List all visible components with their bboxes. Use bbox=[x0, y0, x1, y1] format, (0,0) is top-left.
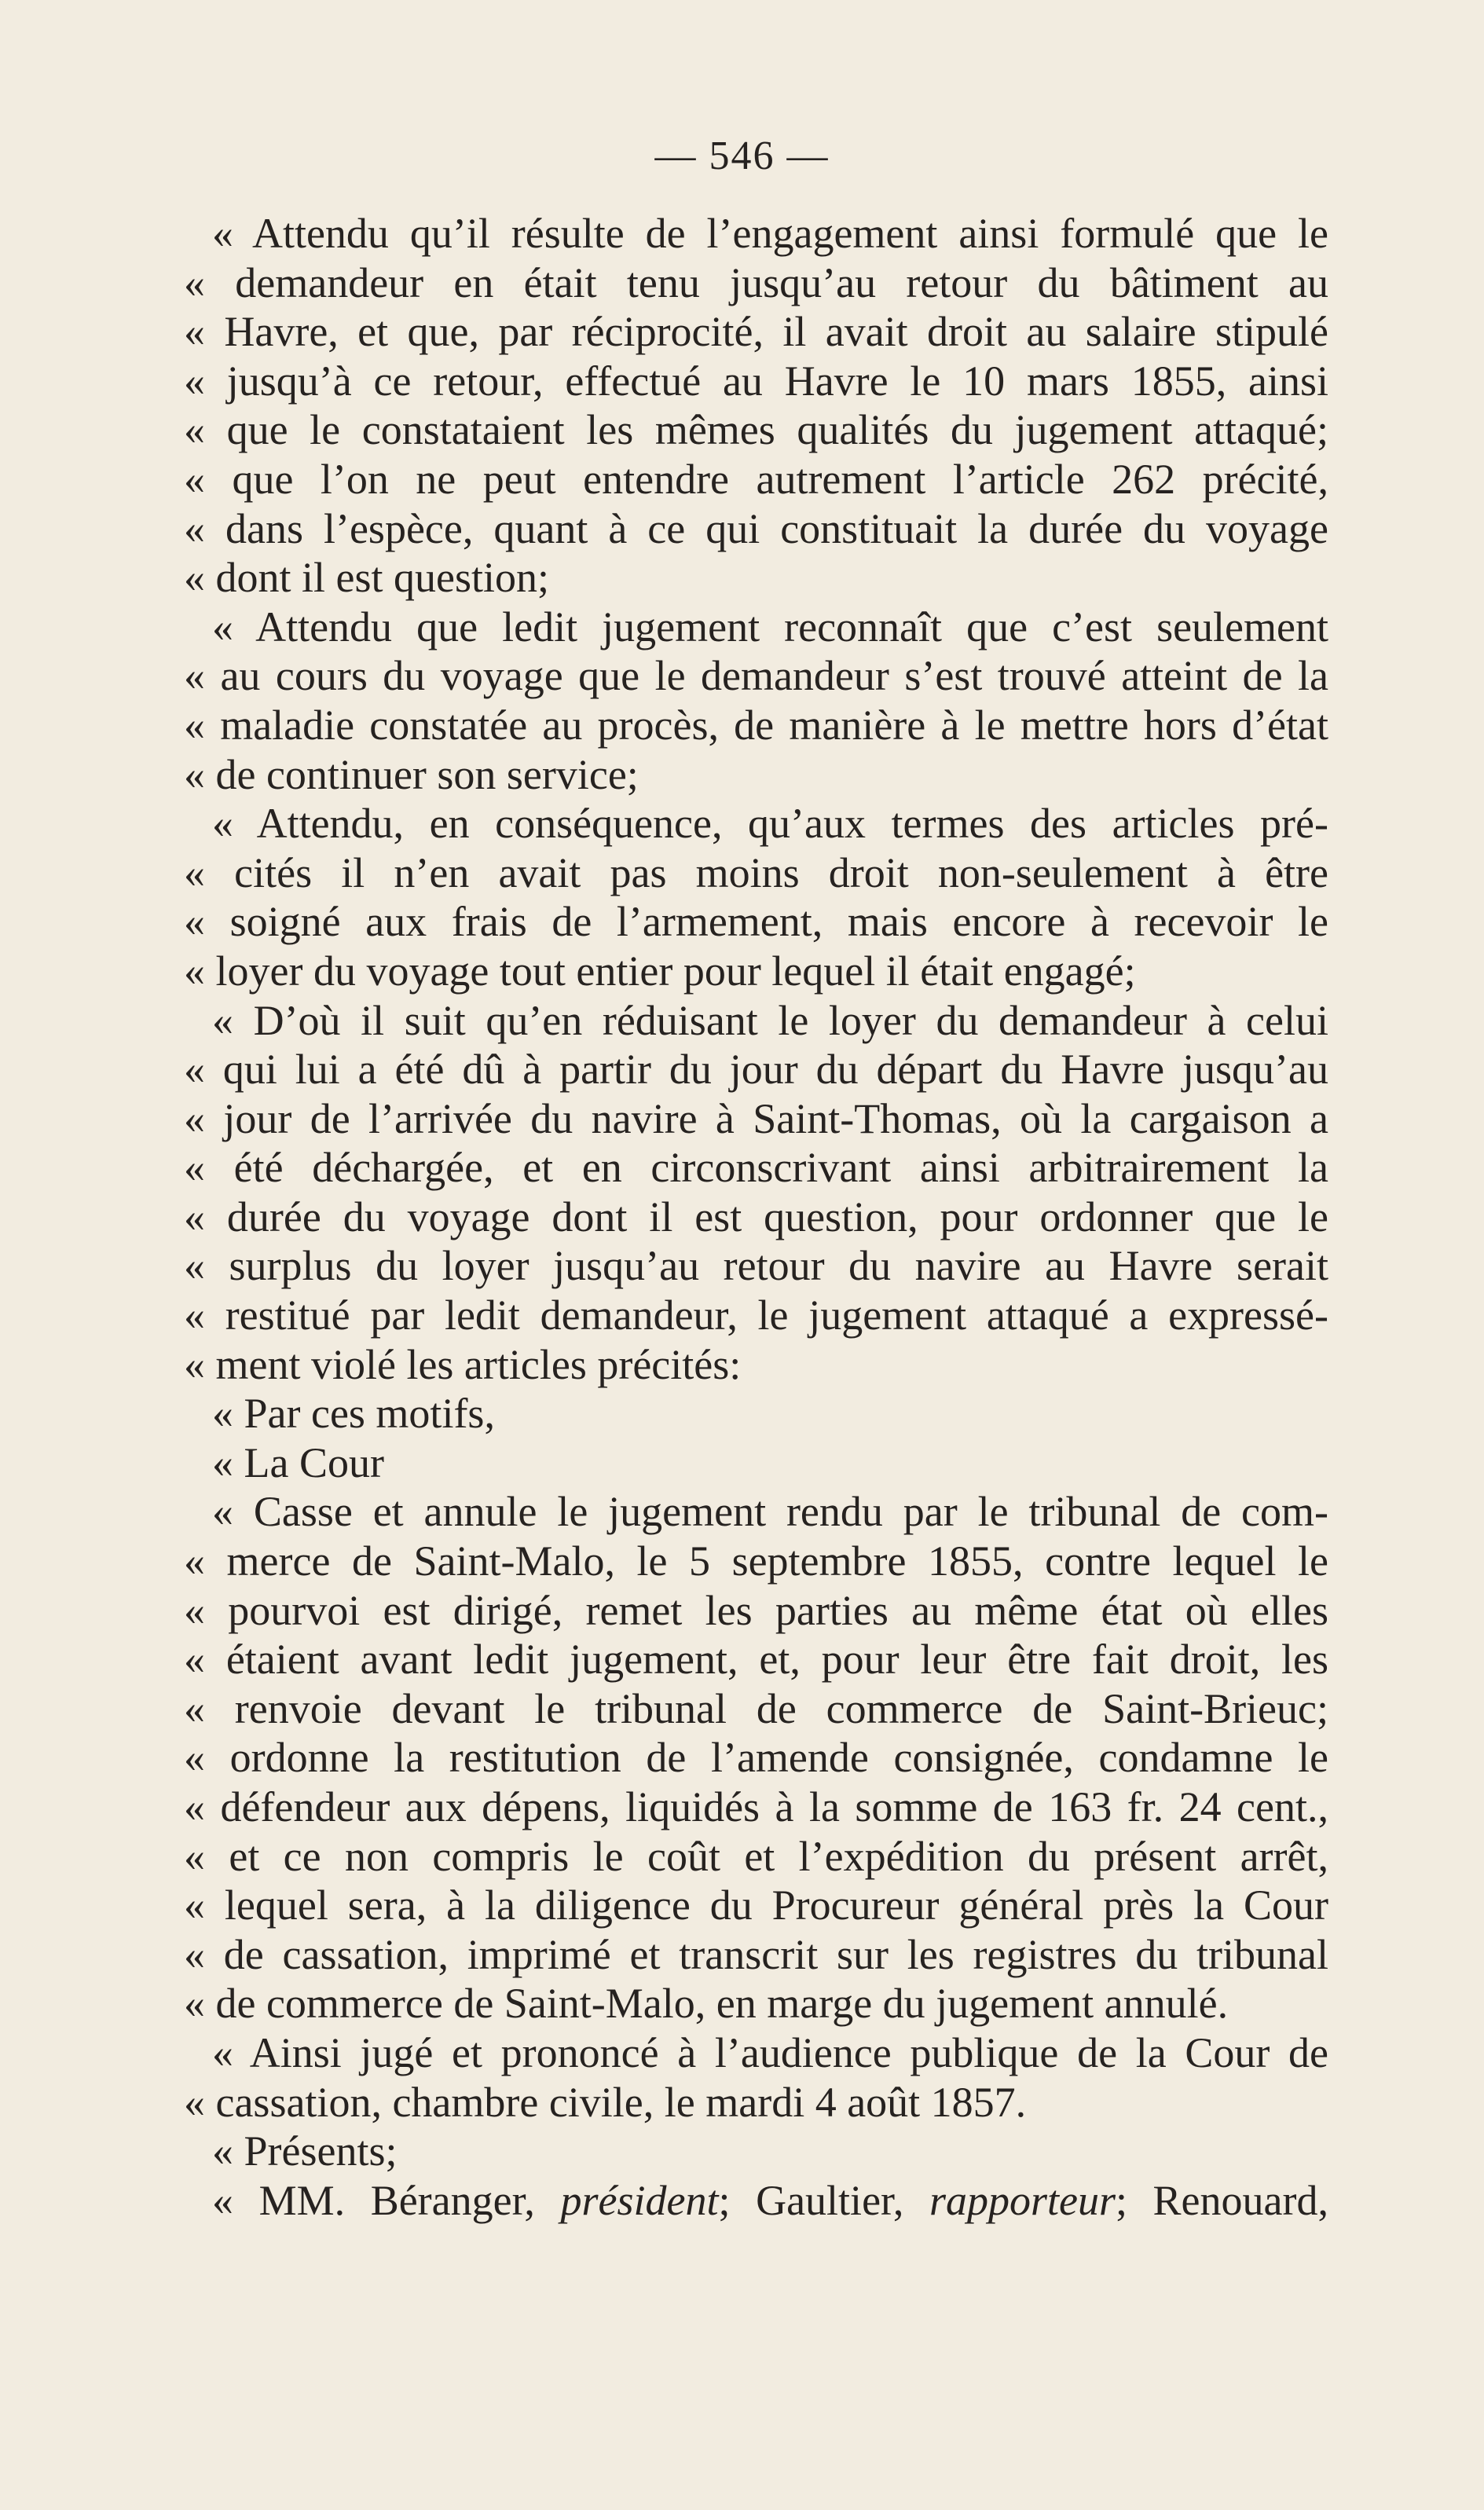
text-line-content: « loyer du voyage tout entier pour lequel il était engagé; bbox=[184, 947, 1136, 995]
text-line-content: « merce de Saint-Malo, le 5 septembre 1855, contre lequel le bbox=[184, 1537, 1328, 1585]
text-line bbox=[178, 209, 1328, 258]
text-line bbox=[178, 1143, 1328, 1193]
text-line bbox=[178, 504, 1328, 554]
text-line-content: « cassation, chambre civile, le mardi 4 août 1857. bbox=[184, 2078, 1027, 2126]
text-line-content: « pourvoi est dirigé, remet les parties au même état où elles bbox=[184, 1586, 1328, 1634]
text-line-content: « dans l’espèce, quant à ce qui constituait la durée du voyage bbox=[184, 504, 1328, 552]
page-body-text bbox=[178, 209, 1328, 2225]
text-line bbox=[178, 1291, 1328, 1340]
text-line-content: « dont il est question; bbox=[184, 554, 549, 602]
text-line-content: « ordonne la restitution de l’amende consignée, condamne le bbox=[184, 1734, 1328, 1782]
text-line-content: « de continuer son service; bbox=[184, 750, 639, 798]
text-line-content: « défendeur aux dépens, liquidés à la somme de 163 fr. 24 cent., bbox=[184, 1783, 1328, 1830]
text-line bbox=[178, 1832, 1328, 1882]
text-line-content: « MM. Béranger, président; Gaultier, rapporteur; Renouard, bbox=[212, 2176, 1328, 2224]
text-line bbox=[178, 897, 1328, 947]
text-line bbox=[178, 701, 1328, 750]
text-line bbox=[178, 996, 1328, 1046]
text-line-content: « de commerce de Saint-Malo, en marge du jugement annulé. bbox=[184, 1980, 1229, 2028]
text-line-content: « Attendu, en conséquence, qu’aux termes des articles pré- bbox=[212, 800, 1328, 848]
text-line bbox=[178, 848, 1328, 898]
text-line-content: « jour de l’arrivée du navire à Saint-Thomas, où la cargaison a bbox=[184, 1094, 1328, 1142]
text-line bbox=[178, 1635, 1328, 1684]
text-line-content: « durée du voyage dont il est question, pour ordonner que le bbox=[184, 1193, 1328, 1240]
text-line-content: « Casse et annule le jugement rendu par le tribunal de com- bbox=[212, 1488, 1328, 1536]
text-line-content: « Havre, et que, par réciprocité, il avait droit au salaire stipulé bbox=[184, 308, 1328, 356]
text-line-content: « que le constataient les mêmes qualités du jugement attaqué; bbox=[184, 406, 1328, 454]
text-line bbox=[178, 553, 1328, 603]
text-line-content: « lequel sera, à la diligence du Procureur général près la Cour bbox=[184, 1882, 1328, 1929]
text-line-content: « La Cour bbox=[212, 1438, 384, 1486]
text-line bbox=[178, 1733, 1328, 1783]
text-line-content: « qui lui a été dû à partir du jour du départ du Havre jusqu’au bbox=[184, 1046, 1328, 1094]
text-line bbox=[178, 1684, 1328, 1734]
text-line-content: « restitué par ledit demandeur, le jugement attaqué a expressé- bbox=[184, 1292, 1328, 1339]
text-line-content: « Attendu que ledit jugement reconnaît que c’est seulement bbox=[212, 603, 1328, 650]
text-line-content: « surplus du loyer jusqu’au retour du navire au Havre serait bbox=[184, 1242, 1328, 1290]
text-line bbox=[178, 2127, 1328, 2176]
text-line bbox=[178, 1438, 1328, 1488]
text-line-content: « et ce non compris le coût et l’expédition du présent arrêt, bbox=[184, 1832, 1328, 1880]
text-line bbox=[178, 258, 1328, 308]
text-line bbox=[178, 357, 1328, 406]
text-line bbox=[178, 307, 1328, 357]
text-line-content: « renvoie devant le tribunal de commerce de Saint-Brieuc; bbox=[184, 1684, 1328, 1732]
text-line bbox=[178, 1979, 1328, 2028]
text-line-content: « de cassation, imprimé et transcrit sur les registres du tribunal bbox=[184, 1930, 1328, 1978]
text-line bbox=[178, 1586, 1328, 1636]
text-line bbox=[178, 1783, 1328, 1832]
text-line-content: « au cours du voyage que le demandeur s’est trouvé atteint de la bbox=[184, 652, 1328, 700]
text-line bbox=[178, 1537, 1328, 1586]
text-line bbox=[178, 1340, 1328, 1390]
text-line-content: « Attendu qu’il résulte de l’engagement ainsi formulé que le bbox=[212, 210, 1328, 257]
text-line bbox=[178, 1045, 1328, 1094]
text-line-content: « jusqu’à ce retour, effectué au Havre le 10 mars 1855, ainsi bbox=[184, 357, 1328, 405]
text-line bbox=[178, 455, 1328, 504]
text-line-content: « demandeur en était tenu jusqu’au retour du bâtiment au bbox=[184, 258, 1328, 306]
text-line-content: « Par ces motifs, bbox=[212, 1390, 495, 1438]
text-line bbox=[178, 1241, 1328, 1291]
text-line-content: « que l’on ne peut entendre autrement l’article 262 précité, bbox=[184, 455, 1328, 503]
text-line bbox=[178, 2078, 1328, 2127]
text-line bbox=[178, 1881, 1328, 1930]
text-line-content: « D’où il suit qu’en réduisant le loyer du demandeur à celui bbox=[212, 996, 1328, 1044]
text-line bbox=[178, 1930, 1328, 1980]
text-line bbox=[178, 1193, 1328, 1242]
text-line bbox=[178, 947, 1328, 996]
text-line bbox=[178, 799, 1328, 848]
text-line-content: « maladie constatée au procès, de manière à le mettre hors d’état bbox=[184, 701, 1328, 749]
text-line bbox=[178, 603, 1328, 652]
text-line bbox=[178, 2176, 1328, 2226]
page-number: — 546 — bbox=[654, 134, 830, 178]
text-line-content: « cités il n’en avait pas moins droit non-seulement à être bbox=[184, 848, 1328, 896]
text-line bbox=[178, 651, 1328, 701]
text-line-content: « été déchargée, et en circonscrivant ainsi arbitrairement la bbox=[184, 1144, 1328, 1192]
text-line bbox=[178, 1389, 1328, 1438]
text-line bbox=[178, 1487, 1328, 1537]
text-line bbox=[178, 405, 1328, 455]
text-line-content: « soigné aux frais de l’armement, mais encore à recevoir le bbox=[184, 898, 1328, 946]
text-line-content: « ment violé les articles précités: bbox=[184, 1340, 742, 1388]
text-line bbox=[178, 750, 1328, 800]
text-line bbox=[178, 1094, 1328, 1144]
text-line-content: « Présents; bbox=[212, 2127, 398, 2175]
text-line-content: « Ainsi jugé et prononcé à l’audience publique de la Cour de bbox=[212, 2028, 1328, 2076]
text-line-content: « étaient avant ledit jugement, et, pour leur être fait droit, les bbox=[184, 1636, 1328, 1684]
text-line bbox=[178, 2028, 1328, 2078]
